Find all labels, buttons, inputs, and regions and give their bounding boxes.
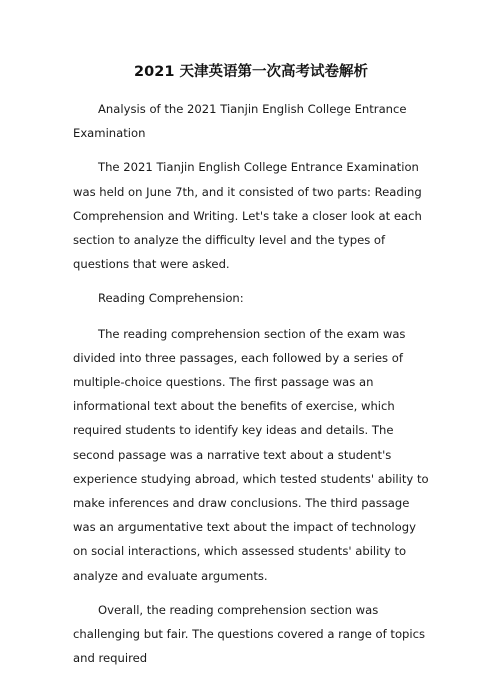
document-title: 2021 天津英语第一次高考试卷解析 — [134, 64, 368, 80]
section-heading-reading: Reading Comprehension: — [98, 291, 244, 306]
document-body — [73, 97, 431, 680]
paragraph-intro: The 2021 Tianjin English College Entrance Examination was held on June 7th, and it consisted of two parts: Reading Comprehension and Writing. Let's take a closer look at each section to analyze the difficulty level and the types of questions that were asked. — [73, 160, 422, 272]
paragraph-reading-details: The reading comprehension section of the exam was divided into three passages, each followed by a series of multiple-choice questions. The first passage was an informational text about the benefits of exercise, which required students to identify key ideas and details. The second passage was a narrative text about a student's experience studying abroad, which tested students' ability to make inferences and draw conclusions. The third passage was an argumentative text about the impact of technology on social interactions, which assessed students' ability to analyze and evaluate arguments. — [73, 326, 429, 583]
paragraph-subtitle: Analysis of the 2021 Tianjin English College Entrance Examination — [73, 102, 407, 141]
paragraph-overall: Overall, the reading comprehension section was challenging but fair. The questions covered a range of topics and required — [73, 602, 426, 666]
